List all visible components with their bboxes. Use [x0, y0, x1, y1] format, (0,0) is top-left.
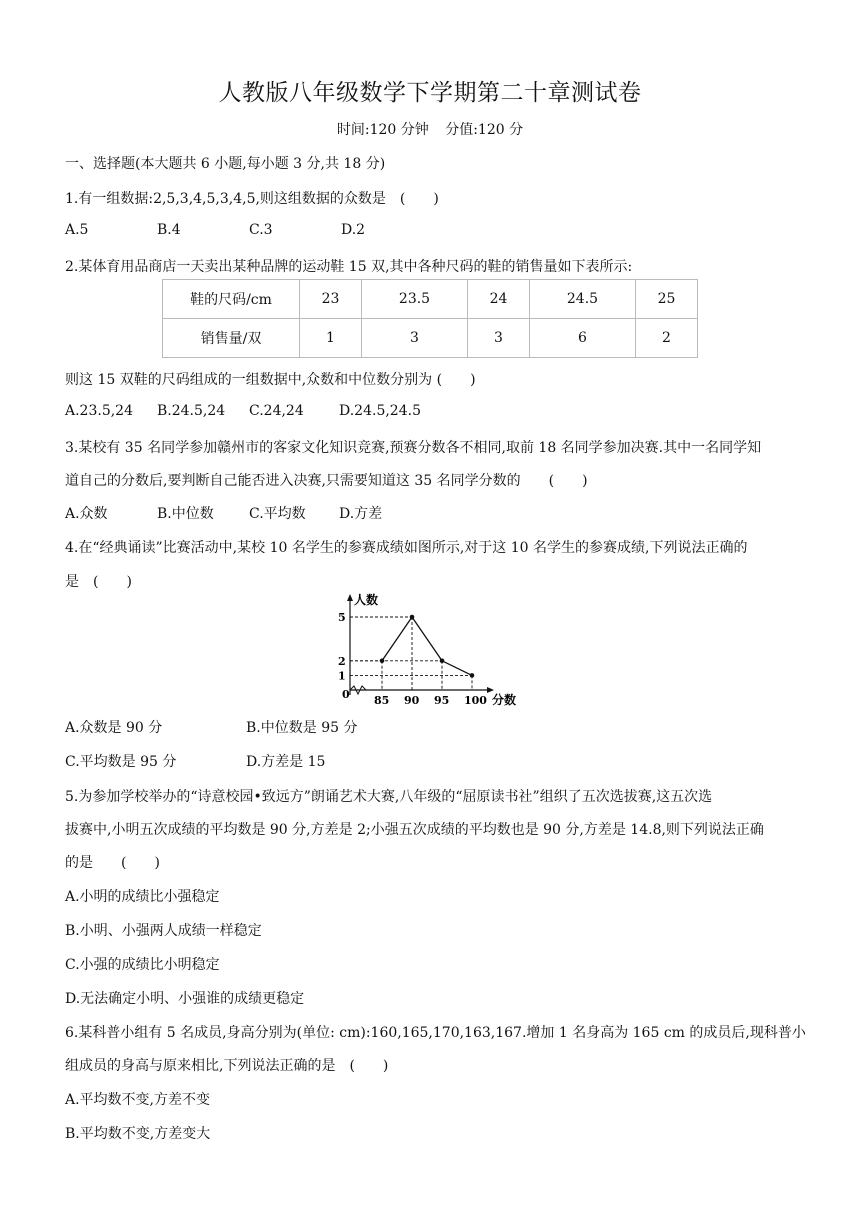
option-c: C.小强的成绩比小明稳定 — [65, 957, 220, 973]
table-cell: 2 — [635, 319, 697, 358]
option-c: C.平均数 — [249, 506, 306, 522]
data-point — [380, 659, 385, 664]
data-point — [470, 673, 475, 678]
option-b: B.4 — [157, 222, 181, 238]
option-a: A.平均数不变,方差不变 — [65, 1092, 211, 1108]
question-2-options — [65, 403, 421, 419]
option-b: B.中位数是 95 分 — [246, 720, 358, 736]
table-cell: 3 — [467, 319, 529, 358]
option-b: B.中位数 — [157, 506, 214, 522]
table-cell: 23.5 — [362, 280, 468, 319]
x-tick-label: 100 — [464, 694, 487, 707]
question-4-stem: 4.在“经典诵读”比赛活动中,某校 10 名学生的参赛成绩如图所示,对于这 10 名学生的参赛成绩,下列说法正确的 — [65, 540, 748, 556]
option-d: D.方差是 15 — [246, 754, 326, 770]
option-a: A.众数是 90 分 — [65, 720, 163, 736]
question-5-stem: 拔赛中,小明五次成绩的平均数是 90 分,方差是 2;小强五次成绩的平均数也是 90 分,方差是 14.8,则下列说法正确 — [65, 822, 764, 838]
option-c: C.24,24 — [249, 403, 304, 419]
section-heading: 一、选择题(本大题共 6 小题,每小题 3 分,共 18 分) — [65, 156, 386, 172]
exam-info — [0, 119, 860, 139]
question-6-stem: 6.某科普小组有 5 名成员,身高分别为(单位: cm):160,165,170,163,167.增加 1 名身高为 165 cm 的成员后,现科普小 — [65, 1025, 806, 1041]
option-b: B.小明、小强两人成绩一样稳定 — [65, 923, 262, 939]
table-cell: 23 — [300, 280, 362, 319]
option-a: A.小明的成绩比小强稳定 — [65, 889, 220, 905]
table-cell: 3 — [362, 319, 468, 358]
chart-axes — [342, 592, 516, 707]
table-cell: 销售量/双 — [163, 319, 300, 358]
option-c: C.3 — [249, 222, 273, 238]
y-axis-arrow — [347, 594, 353, 601]
score-line-chart — [330, 590, 530, 710]
page-title: 人教版八年级数学下学期第二十章测试卷 — [218, 80, 642, 106]
question-3-stem: 道自己的分数后,要判断自己能否进入决赛,只需要知道这 35 名同学分数的 ( ) — [65, 473, 588, 489]
option-b: B.24.5,24 — [157, 403, 226, 419]
table-row — [163, 280, 698, 319]
table-row — [163, 319, 698, 358]
question-4-options — [65, 717, 357, 737]
origin-label: 0 — [342, 688, 350, 701]
option-a: A.23.5,24 — [65, 403, 133, 419]
question-2-stem: 2.某体育用品商店一天卖出某种品牌的运动鞋 15 双,其中各种尺码的鞋的销售量如下表所示: — [65, 259, 633, 275]
table-cell: 6 — [530, 319, 636, 358]
question-4-options — [65, 751, 325, 771]
x-axis-label: 分数 — [492, 693, 517, 707]
option-a: A.5 — [65, 222, 89, 238]
question-3-stem: 3.某校有 35 名同学参加赣州市的客家文化知识竞赛,预赛分数各不相同,取前 18 名同学参加决赛.其中一名同学知 — [65, 440, 762, 456]
option-a: A.众数 — [65, 506, 108, 522]
question-2-follow: 则这 15 双鞋的尺码组成的一组数据中,众数和中位数分别为 ( ) — [65, 372, 476, 388]
table-cell: 24 — [467, 280, 529, 319]
option-b: B.平均数不变,方差变大 — [65, 1126, 211, 1142]
question-6-stem: 组成员的身高与原来相比,下列说法正确的是 ( ) — [65, 1058, 389, 1074]
x-tick-label: 95 — [434, 694, 450, 707]
option-d: D.2 — [341, 222, 366, 238]
option-c: C.平均数是 95 分 — [65, 754, 177, 770]
question-1-stem: 1.有一组数据:2,5,3,4,5,3,4,5,则这组数据的众数是 ( ) — [65, 191, 439, 207]
shoe-sales-table — [162, 279, 698, 358]
question-1-options — [65, 222, 365, 238]
question-5-stem: 5.为参加学校举办的“诗意校园•致远方”朗诵艺术大赛,八年级的“屈原读书社”组织了五次选拔赛,这五次选 — [65, 789, 713, 805]
option-d: D.24.5,24.5 — [339, 403, 421, 419]
exam-time: 时间:120 分钟 — [336, 122, 429, 138]
x-tick-label: 90 — [404, 694, 420, 707]
table-cell: 25 — [635, 280, 697, 319]
table-cell: 24.5 — [530, 280, 636, 319]
series-line — [382, 617, 472, 675]
table-cell: 鞋的尺码/cm — [163, 280, 300, 319]
exam-score: 分值:120 分 — [445, 122, 524, 138]
question-5-stem: 的是 ( ) — [65, 855, 160, 871]
data-point — [410, 615, 415, 620]
y-tick-label: 2 — [338, 654, 346, 668]
question-4-stem: 是 ( ) — [65, 574, 132, 590]
table-cell: 1 — [300, 319, 362, 358]
option-d: D.无法确定小明、小强谁的成绩更稳定 — [65, 991, 305, 1007]
data-point — [440, 659, 445, 664]
chart-guides — [350, 617, 472, 690]
y-tick-label: 5 — [338, 611, 346, 624]
x-tick-label: 85 — [374, 694, 390, 707]
y-tick-label: 1 — [338, 669, 346, 683]
y-axis-label: 人数 — [354, 593, 379, 607]
question-3-options — [65, 503, 382, 523]
option-d: D.方差 — [339, 506, 383, 522]
